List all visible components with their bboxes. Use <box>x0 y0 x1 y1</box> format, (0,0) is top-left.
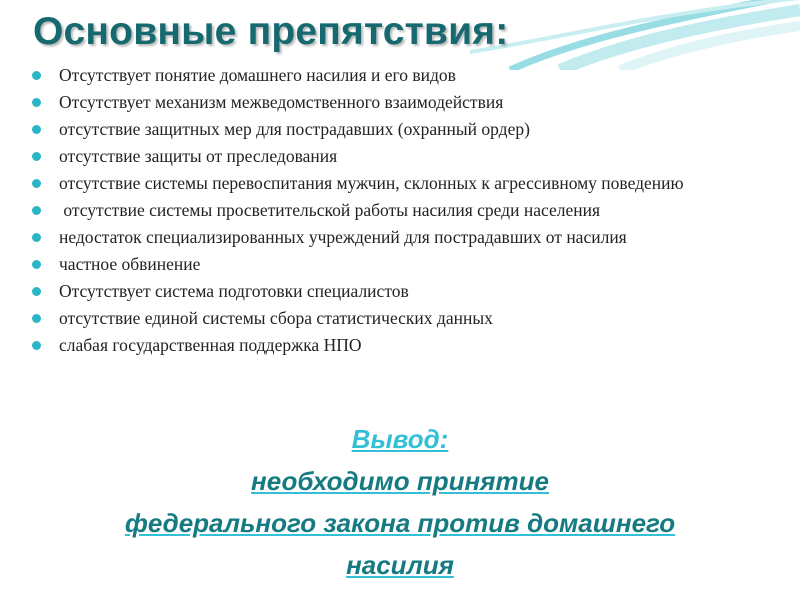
conclusion-block <box>0 418 800 586</box>
list-item-text: частное обвинение <box>59 254 201 274</box>
slide-title: Основные препятствия: <box>33 10 509 53</box>
list-item-text: отсутствие единой системы сбора статистических данных <box>59 308 493 328</box>
conclusion-line: насилия <box>346 550 454 580</box>
list-item <box>30 172 760 194</box>
bullet-dot-icon <box>32 287 41 296</box>
list-item-text: Отсутствует система подготовки специалистов <box>59 281 409 301</box>
bullet-dot-icon <box>32 98 41 107</box>
list-item <box>30 199 760 221</box>
conclusion-line: необходимо принятие <box>251 466 549 496</box>
bullet-dot-icon <box>32 260 41 269</box>
list-item-text: отсутствие защитных мер для пострадавших (охранный ордер) <box>59 119 530 139</box>
list-item <box>30 253 760 275</box>
list-item <box>30 334 760 356</box>
bullet-dot-icon <box>32 314 41 323</box>
list-item-text: отсутствие системы просветительской работы насилия среди населения <box>59 200 600 220</box>
list-item-text: отсутствие защиты от преследования <box>59 146 338 166</box>
bullet-dot-icon <box>32 233 41 242</box>
list-item-text: недостаток специализированных учреждений для пострадавших от насилия <box>59 227 627 247</box>
bullet-dot-icon <box>32 341 41 350</box>
bullet-dot-icon <box>32 206 41 215</box>
bullet-dot-icon <box>32 152 41 161</box>
list-item <box>30 64 760 86</box>
list-item <box>30 91 760 113</box>
list-item-text: Отсутствует механизм межведомственного взаимодействия <box>59 92 504 112</box>
bullet-dot-icon <box>32 71 41 80</box>
bullet-dot-icon <box>32 179 41 188</box>
conclusion-line: федерального закона против домашнего <box>124 508 676 538</box>
list-item <box>30 118 760 140</box>
bullet-dot-icon <box>32 125 41 134</box>
list-item <box>30 280 760 302</box>
obstacles-list <box>30 64 760 361</box>
list-item <box>30 145 760 167</box>
list-item-text: Отсутствует понятие домашнего насилия и его видов <box>59 65 456 85</box>
list-item-text: слабая государственная поддержка НПО <box>59 335 362 355</box>
list-item <box>30 307 760 329</box>
list-item <box>30 226 760 248</box>
list-item-text: отсутствие системы перевоспитания мужчин, склонных к агрессивному поведению <box>59 173 684 193</box>
decorative-waves <box>470 0 800 70</box>
conclusion-heading: Вывод: <box>351 424 449 454</box>
